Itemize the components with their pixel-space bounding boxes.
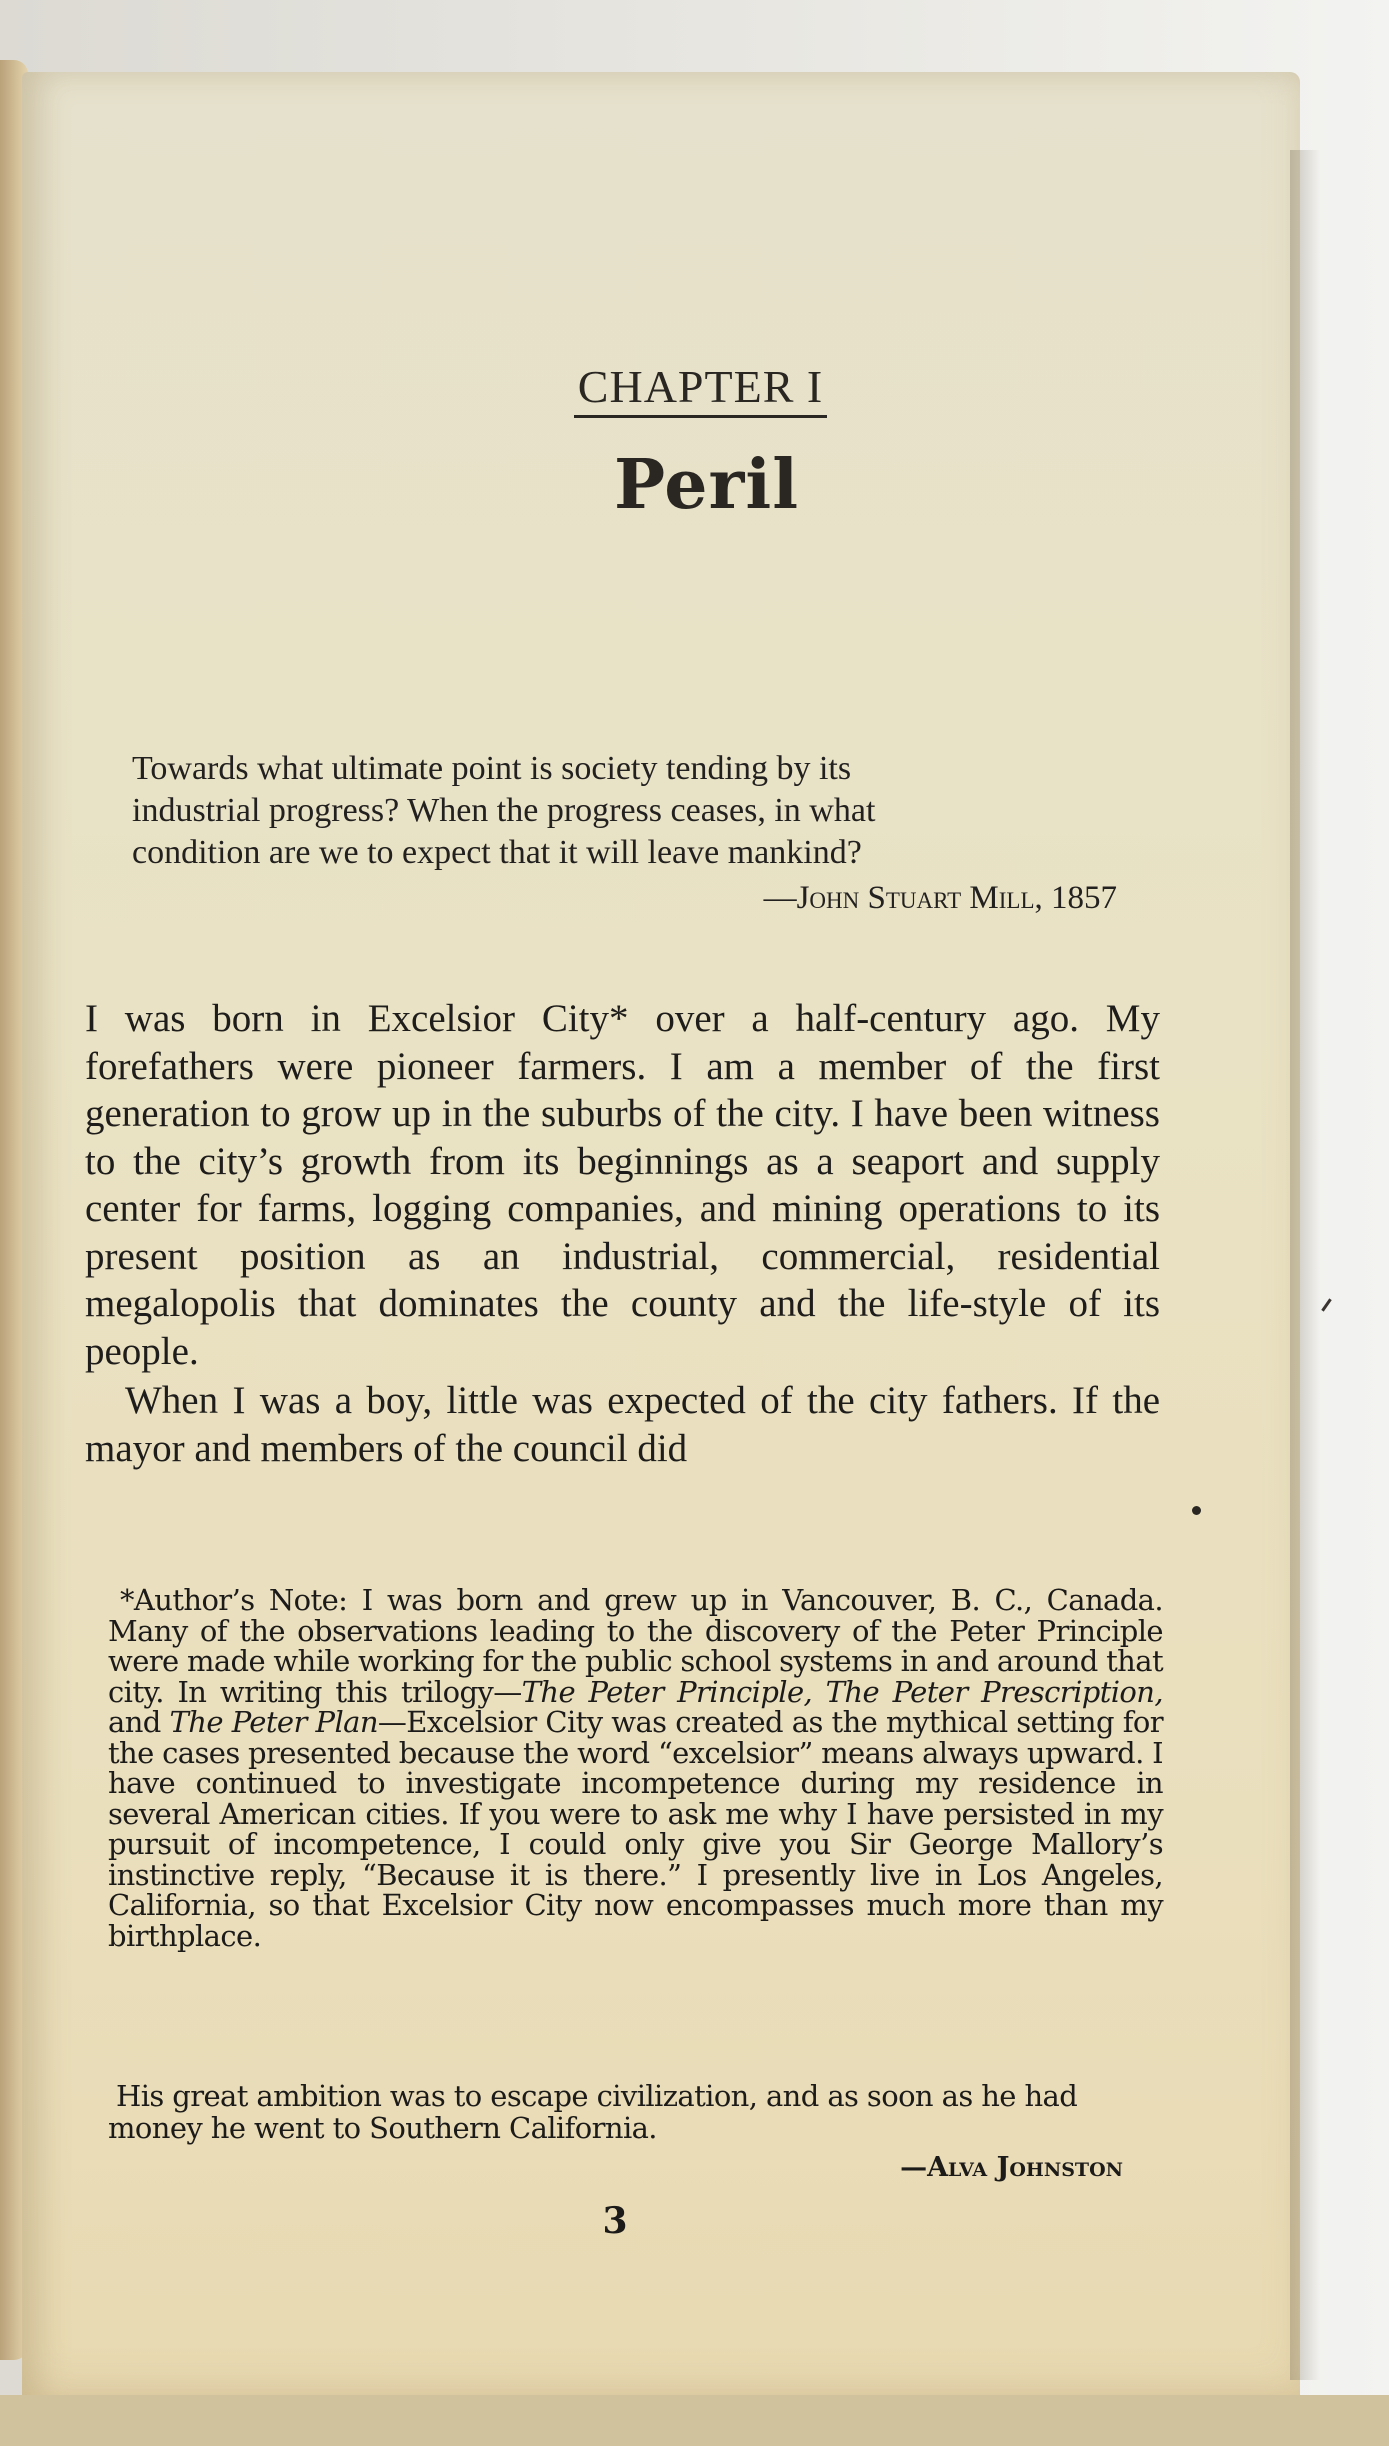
footnote-quote (108, 2080, 1158, 2144)
bottom-strip (0, 2395, 1389, 2446)
epigraph-author: John Stuart Mill (796, 880, 1035, 916)
page-number: 3 (602, 2200, 628, 2242)
footnote-quote-text: His great ambition was to escape civilization, and as soon as he had money he went to Southern California. (108, 2079, 1078, 2145)
footnote-text: —Excelsior City was created as the mythical setting for the cases presented because the word “excelsior” means always upward. I have continued to investigate incompetence during my residence in several American cities. If you were to ask me why I have persisted in my pursuit of incompetence, I could only give you Sir George Mallory’s instinctive reply, “Because it is there.” I presently live in Los Angeles, California, so that Excelsior City now encompasses much more than my birthplace. (108, 1705, 1164, 1953)
epigraph-line: industrial progress? When the progress ceases, in what (132, 792, 876, 829)
footnote-quote-attribution: —Alva Johnston (900, 2152, 1123, 2183)
epigraph-attribution (132, 880, 1117, 917)
epigraph-dash: — (763, 880, 797, 916)
body-paragraph: When I was a boy, little was expected of the city fathers. If the mayor and members of the council did (85, 1379, 1160, 1470)
margin-dot (1192, 1506, 1201, 1515)
chapter-label: CHAPTER I (574, 360, 827, 418)
body-paragraph: I was born in Excelsior City* over a half-century ago. My forefathers were pioneer farmers. I am a member of the first generation to grow up in the suburbs of the city. I have been witness to the city’s growth from its beginnings as a seaport and supply center for farms, logging companies, and mining operations to its present position as an industrial, commercial, residential megalopolis that dominates the county and the life-style of its people. (85, 997, 1160, 1373)
epigraph-line: condition are we to expect that it will leave mankind? (132, 834, 862, 871)
chapter-title: Peril (613, 445, 800, 525)
epigraph (132, 748, 1132, 874)
epigraph-line: Towards what ultimate point is society tending by its (132, 750, 852, 787)
epigraph-year: , 1857 (1034, 880, 1117, 916)
chapter-heading (0, 360, 1389, 418)
author-footnote (108, 1585, 1163, 1951)
footnote-paragraph (108, 1585, 1163, 1951)
footnote-book-title: The Peter Plan (169, 1705, 378, 1739)
footnote-book-titles: The Peter Principle, The Peter Prescription, (521, 1674, 1163, 1709)
body-text (85, 995, 1160, 1472)
footnote-text: *Author’s Note: I was born and grew up in Vancouver, B. C., Canada. Many of the observations leading to the discovery of the Peter Principle were made while working for the public school systems in and around that city. In writing this trilogy— (108, 1583, 1163, 1709)
footnote-conjunction: and (108, 1705, 170, 1739)
